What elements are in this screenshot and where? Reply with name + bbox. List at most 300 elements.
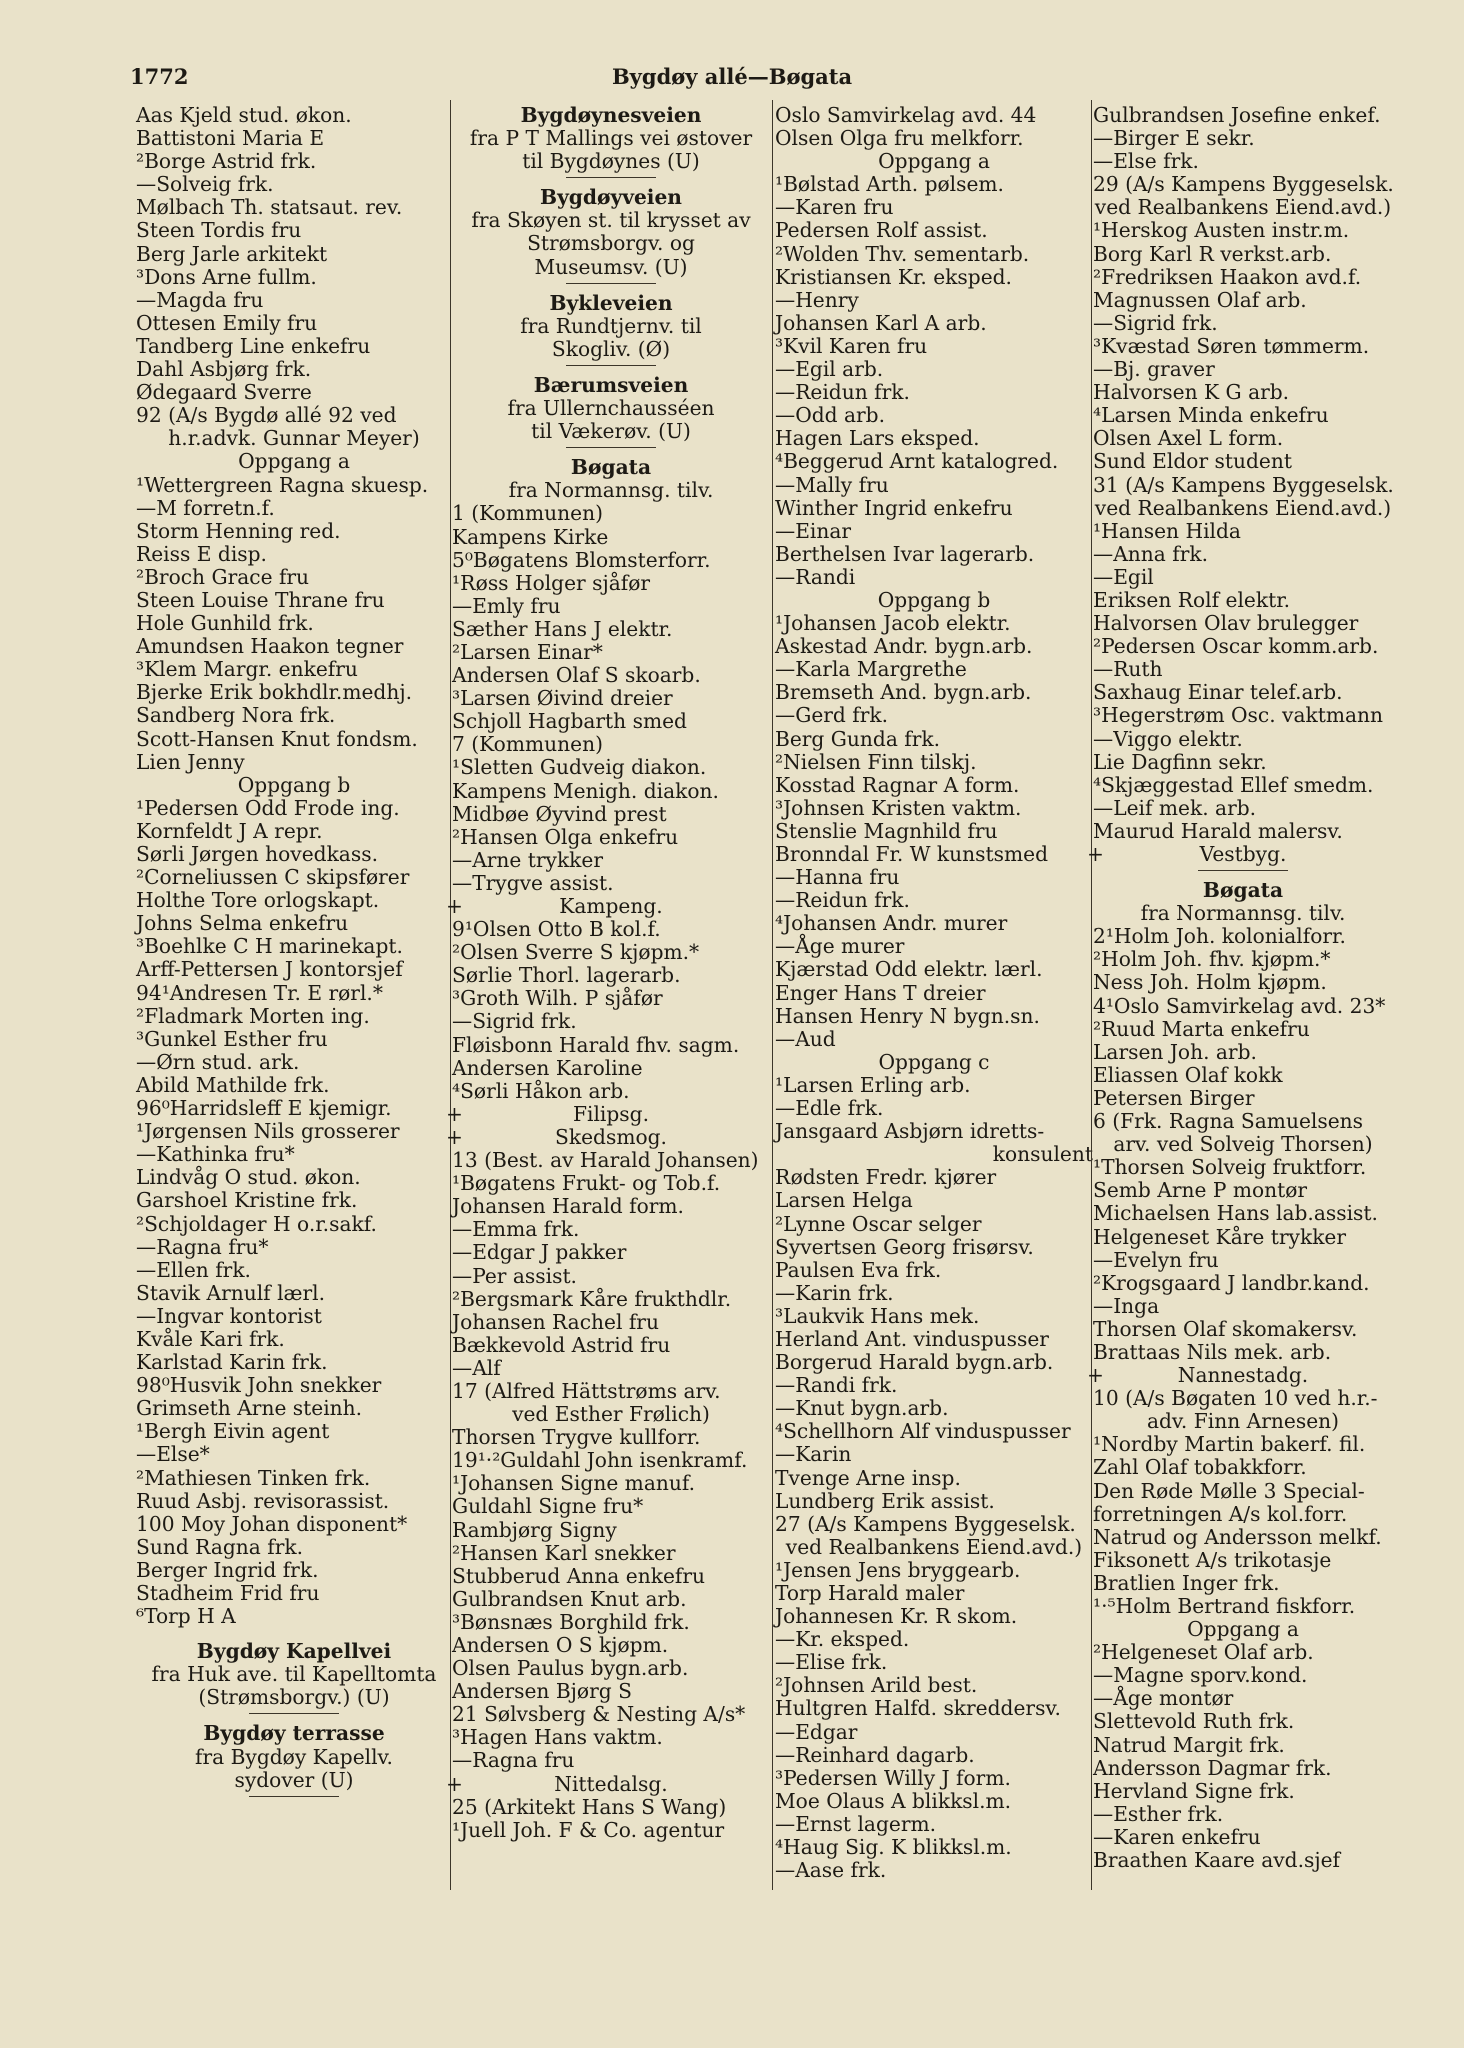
directory-entry <box>775 104 1093 127</box>
entry-text: fra Bygdøy Kapellv. <box>195 1744 393 1769</box>
street-heading <box>452 456 770 479</box>
directory-entry <box>775 497 1093 520</box>
directory-entry <box>1093 358 1393 381</box>
entry-text: 6 (Frk. Ragna Samuelsens <box>1093 1109 1364 1134</box>
entry-text: Ness Joh. Holm kjøpm. <box>1093 970 1327 995</box>
entry-text: h.r.advk. Gunnar Meyer) <box>168 426 420 451</box>
entry-text: Bygdøyveien <box>540 185 682 210</box>
entry-text: ¹Herskog Austen instr.m. <box>1093 218 1350 243</box>
entry-text: —Esther frk. <box>1093 1801 1224 1826</box>
centered-line <box>452 150 770 173</box>
entry-text: ³Bønsnæs Borghild frk. <box>452 1609 690 1634</box>
directory-entry <box>775 358 1093 381</box>
directory-entry <box>1093 381 1393 404</box>
cross-street: + Vestbyg. <box>1087 842 1287 866</box>
entry-text: til Bygdøynes (U) <box>522 149 700 174</box>
street-heading <box>452 292 770 315</box>
entry-text: ²Pedersen Oscar komm.arb. <box>1093 634 1379 659</box>
directory-entry <box>136 889 452 912</box>
entry-text: Garshoel Kristine frk. <box>136 1188 358 1213</box>
directory-entry <box>136 1028 452 1051</box>
entry-text: ³Pedersen Willy J form. <box>775 1765 1011 1790</box>
entry-text: 2¹Holm Joh. kolonialforr. <box>1093 924 1346 949</box>
column-divider <box>1091 100 1092 1890</box>
entry-text: 25 (Arkitekt Hans S Wang) <box>452 1794 727 1819</box>
directory-entry <box>136 589 452 612</box>
entry-text: Bærumsveien <box>533 372 689 397</box>
entry-text: ⁴Sørli Håkon arb. <box>452 1078 630 1103</box>
street-heading <box>452 186 770 209</box>
directory-entry <box>136 1305 452 1328</box>
directory-entry <box>1093 1780 1393 1803</box>
entry-text: ¹Nordby Martin bakerf. fil. <box>1093 1432 1366 1457</box>
directory-entry <box>775 335 1093 358</box>
entry-text: ²Nielsen Finn tilskj. <box>775 749 977 774</box>
entry-text: —Egil <box>1093 564 1154 589</box>
directory-entry <box>136 497 452 520</box>
directory-entry <box>136 843 452 866</box>
directory-entry <box>775 1374 1093 1397</box>
entry-text: Petersen Birger <box>1093 1085 1255 1110</box>
centered-line <box>775 1536 1093 1559</box>
house-number-entry <box>452 1380 770 1403</box>
column-4 <box>1087 103 1394 1873</box>
directory-entry <box>775 751 1093 774</box>
entry-text: Tandberg Line enkefru <box>136 333 371 358</box>
entry-text: ved Realbankens Eiend.avd.) <box>1094 495 1392 520</box>
directory-entry <box>136 1605 452 1628</box>
entry-text: —Karin frk. <box>775 1280 894 1305</box>
centered-line <box>1093 1410 1393 1433</box>
directory-entry <box>136 543 452 566</box>
directory-entry <box>136 289 452 312</box>
entry-text: —M forretn.f. <box>136 495 275 520</box>
directory-entry <box>452 872 770 895</box>
cross-street: + Filipsg. <box>446 1101 649 1126</box>
directory-entry <box>775 1859 1093 1882</box>
entry-text: —Bj. graver <box>1093 357 1215 382</box>
directory-entry <box>1093 150 1393 173</box>
entry-text: —Åge murer <box>775 934 905 959</box>
directory-entry <box>1093 658 1393 681</box>
directory-entry <box>452 1357 770 1380</box>
directory-entry <box>1093 681 1393 704</box>
entry-text: Winther Ingrid enkefru <box>775 495 1013 520</box>
directory-entry <box>1093 635 1393 658</box>
house-number-entry <box>452 1796 770 1819</box>
directory-entry <box>775 704 1093 727</box>
directory-entry <box>775 797 1093 820</box>
entry-text: Lundberg Erik assist. <box>775 1488 995 1513</box>
house-number-entry <box>452 918 770 941</box>
directory-entry <box>1093 1433 1393 1456</box>
house-number-entry <box>452 549 770 572</box>
entry-text: Battistoni Maria E <box>136 126 325 151</box>
entry-text: —Trygve assist. <box>452 870 614 895</box>
entry-text: Larsen Helga <box>775 1188 913 1213</box>
directory-entry <box>775 1443 1093 1466</box>
entry-text: 31 (A/s Kampens Byggeselsk. <box>1093 472 1394 497</box>
street-heading <box>452 374 770 397</box>
entry-text: —Evelyn fru <box>1093 1247 1219 1272</box>
entry-text: 21 Sølvsberg & Nesting A/s* <box>452 1702 746 1727</box>
directory-entry <box>136 912 452 935</box>
entry-text: —Karen fru <box>775 195 894 220</box>
entry-text: ³Groth Wilh. P sjåfør <box>452 986 663 1011</box>
directory-entry <box>136 820 452 843</box>
entry-text: Bygdøynesveien <box>520 103 702 127</box>
entry-text: Saxhaug Einar telef.arb. <box>1093 680 1343 705</box>
entry-text: Hagen Lars eksped. <box>775 426 980 451</box>
entry-text: ¹Sletten Gudveig diakon. <box>452 755 707 780</box>
directory-entry <box>1093 1664 1393 1687</box>
directory-entry <box>452 987 770 1010</box>
house-number-entry <box>1093 995 1393 1018</box>
directory-entry <box>452 1565 770 1588</box>
directory-entry <box>775 635 1093 658</box>
entry-text: ²Bergsmark Kåre frukthdlr. <box>452 1286 732 1311</box>
street-heading <box>1093 879 1393 902</box>
entry-text: Berger Ingrid frk. <box>136 1557 319 1582</box>
entry-text: 27 (A/s Kampens Byggeselsk. <box>775 1511 1076 1536</box>
directory-entry <box>136 1120 452 1143</box>
entry-text: Oppgang b <box>877 587 991 612</box>
directory-entry <box>1093 1710 1393 1733</box>
directory-entry <box>1093 520 1393 543</box>
entry-text: —Elise frk. <box>775 1650 888 1675</box>
directory-entry <box>1093 1249 1393 1272</box>
directory-entry <box>452 710 770 733</box>
entry-text: —Karen enkefru <box>1093 1824 1261 1849</box>
entry-text: Ottesen Emily fru <box>136 310 318 335</box>
directory-entry <box>1093 335 1393 358</box>
directory-entry <box>136 635 452 658</box>
entry-text: Michaelsen Hans lab.assist. <box>1093 1201 1378 1226</box>
entry-text: ³Laukvik Hans mek. <box>775 1303 980 1328</box>
entry-text: ¹Bølstad Arth. pølsem. <box>775 172 1004 197</box>
directory-entry <box>775 1259 1093 1282</box>
entry-text: ²Broch Grace fru <box>136 564 310 589</box>
entry-text: sydover (U) <box>234 1767 354 1792</box>
entry-text: —Åge montør <box>1093 1686 1234 1711</box>
entry-text: ³Kvæstad Søren tømmerm. <box>1093 333 1370 358</box>
directory-entry <box>1093 104 1393 127</box>
column-3 <box>775 104 1093 1882</box>
directory-entry <box>452 1495 770 1518</box>
centered-line <box>452 315 770 338</box>
directory-entry <box>136 358 452 381</box>
entry-text: 100 Moy Johan disponent* <box>136 1511 408 1536</box>
entry-text: Grimseth Arne steinh. <box>136 1396 363 1421</box>
directory-entry <box>452 1080 770 1103</box>
directory-entry <box>1093 1179 1393 1202</box>
house-number-entry <box>1093 173 1393 196</box>
entry-text: —Mally fru <box>775 472 889 497</box>
entry-text: ved Esther Frølich) <box>512 1402 710 1427</box>
column-divider <box>450 100 451 1890</box>
directory-entry <box>775 1420 1093 1443</box>
directory-entry <box>136 1259 452 1282</box>
entry-text: —Sigrid frk. <box>1093 310 1218 335</box>
centered-line <box>136 1769 452 1792</box>
entry-text: 19¹·²Guldahl John isenkramf. <box>452 1448 748 1473</box>
entry-text: 10 (A/s Bøgaten 10 ved h.r.- <box>1093 1386 1378 1411</box>
entry-text: Larsen Joh. arb. <box>1093 1039 1257 1064</box>
entry-text: ⁴Skjæggestad Ellef smedm. <box>1093 772 1374 797</box>
directory-entry <box>1093 312 1393 335</box>
entry-text: Amundsen Haakon tegner <box>136 634 404 659</box>
entry-text: ²Johnsen Arild best. <box>775 1673 978 1698</box>
entry-text: Torp Harald maler <box>775 1581 965 1605</box>
entry-text: —Magne sporv.kond. <box>1093 1663 1308 1688</box>
entry-text: Kampeng. <box>559 894 663 918</box>
directory-entry <box>452 1634 770 1657</box>
entry-text: Johns Selma enkefru <box>136 911 349 936</box>
directory-entry <box>136 1282 452 1305</box>
entry-text: —Kathinka fru* <box>136 1142 295 1167</box>
entry-text: —Inga <box>1093 1293 1160 1318</box>
centered-line <box>775 150 1093 173</box>
entry-text: ¹Thorsen Solveig fruktforr. <box>1093 1155 1367 1180</box>
entry-text: ³Kvil Karen fru <box>775 333 928 358</box>
directory-entry <box>452 1241 770 1264</box>
entry-text: (Strømsborgv.) (U) <box>198 1685 390 1710</box>
directory-entry <box>1093 1826 1393 1849</box>
directory-entry <box>452 618 770 641</box>
entry-text: Magnussen Olaf arb. <box>1093 287 1307 312</box>
entry-text: ²Schjoldager H o.r.sakf. <box>136 1211 377 1236</box>
directory-entry <box>1093 1572 1393 1595</box>
directory-entry <box>1093 1641 1393 1664</box>
continuation-line <box>775 1143 1093 1166</box>
directory-entry <box>1093 1734 1393 1757</box>
directory-entry <box>1093 1018 1393 1041</box>
entry-text: ²Lynne Oscar selger <box>775 1211 982 1236</box>
entry-text: Skogliv. (Ø) <box>551 336 671 361</box>
house-number-entry <box>136 982 452 1005</box>
entry-text: —Anna frk. <box>1093 541 1208 566</box>
entry-text: Steen Tordis fru <box>136 218 302 243</box>
entry-text: Hole Gunhild frk. <box>136 611 314 636</box>
directory-entry <box>452 1334 770 1357</box>
centered-line <box>452 420 770 443</box>
entry-text: —Knut bygn.arb. <box>775 1396 949 1421</box>
cross-street: + Nannestadg. <box>1087 1363 1309 1388</box>
directory-entry <box>775 728 1093 751</box>
directory-entry <box>136 1074 452 1097</box>
entry-text: Abild Mathilde frk. <box>136 1072 330 1097</box>
directory-entry <box>1093 1226 1393 1249</box>
entry-text: Arff-Pettersen J kontorsjef <box>136 957 403 982</box>
entry-text: Sørli Jørgen hovedkass. <box>136 842 378 866</box>
entry-text: ²Holm Joh. fhv. kjøpm.* <box>1093 947 1331 972</box>
directory-entry <box>775 1628 1093 1651</box>
entry-text: Stadheim Frid fru <box>136 1581 320 1605</box>
entry-text: ³Boehlke C H marinekapt. <box>136 934 403 959</box>
entry-text: ved Realbankens Eiend.avd.) <box>1094 195 1392 220</box>
directory-entry <box>775 935 1093 958</box>
entry-text: Museumsv. (U) <box>534 254 688 279</box>
entry-text: Ruud Asbj. revisorassist. <box>136 1488 390 1513</box>
directory-entry <box>1093 243 1393 266</box>
directory-entry <box>775 843 1093 866</box>
directory-entry <box>136 866 452 889</box>
directory-entry <box>1093 1480 1393 1503</box>
entry-text: ¹Wettergreen Ragna skuesp. <box>136 472 429 497</box>
entry-text: 98⁰Husvik John snekker <box>136 1373 382 1398</box>
directory-entry <box>136 1189 452 1212</box>
directory-entry <box>136 751 452 774</box>
centered-line <box>136 1686 452 1709</box>
entry-text: Hultgren Halfd. skreddersv. <box>775 1696 1061 1721</box>
directory-entry <box>136 704 452 727</box>
cross-street: + Skedsmog. <box>446 1124 667 1149</box>
entry-text: —Alf <box>452 1355 501 1380</box>
entry-text: Borgerud Harald bygn.arb. <box>775 1350 1054 1375</box>
entry-text: Schjoll Hagbarth smed <box>452 709 687 734</box>
section-separator <box>566 177 656 178</box>
entry-text: Enger Hans T dreier <box>775 980 986 1005</box>
entry-text: —Karla Margrethe <box>775 657 967 682</box>
entry-text: Kornfeldt J A repr. <box>136 818 323 843</box>
directory-entry <box>452 641 770 664</box>
directory-entry <box>136 935 452 958</box>
entry-text: Bygdøy Kapellvei <box>196 1639 392 1664</box>
entry-text: arv. ved Solveig Thorsen) <box>1113 1132 1373 1157</box>
entry-text: —Ragna fru* <box>136 1234 269 1259</box>
entry-text: ⁶Torp H A <box>136 1604 236 1629</box>
entry-text: —Henry <box>775 287 859 312</box>
directory-entry <box>775 1213 1093 1236</box>
directory-entry <box>452 756 770 779</box>
directory-entry <box>1093 1156 1393 1179</box>
entry-text: fra P T Mallings vei østover <box>469 126 753 151</box>
entry-text: —Solveig frk. <box>136 172 274 197</box>
directory-entry <box>775 1074 1093 1097</box>
entry-text: Strømsborgv. og <box>527 231 695 256</box>
directory-entry <box>775 889 1093 912</box>
directory-entry <box>136 312 452 335</box>
entry-text: —Ragna fru <box>452 1748 575 1773</box>
entry-text: 7 (Kommunen) <box>452 732 603 757</box>
directory-entry <box>1093 566 1393 589</box>
directory-entry <box>452 1057 770 1080</box>
entry-text: —Ørn stud. ark. <box>136 1049 300 1074</box>
section-separator <box>249 1796 339 1797</box>
directory-entry <box>775 1721 1093 1744</box>
entry-text: Herland Ant. vinduspusser <box>775 1326 1049 1351</box>
entry-text: forretningen A/s kol.forr. <box>1093 1501 1348 1526</box>
entry-text: 13 (Best. av Harald Johansen) <box>452 1148 759 1173</box>
centered-line <box>1093 1618 1393 1641</box>
directory-entry <box>775 427 1093 450</box>
directory-entry <box>775 1328 1093 1351</box>
entry-text: —Edgar J pakker <box>452 1240 627 1265</box>
entry-text: ²Corneliussen C skipsfører <box>136 865 410 890</box>
directory-entry <box>136 1443 452 1466</box>
entry-text: —Reidun frk. <box>775 380 910 405</box>
directory-entry <box>452 664 770 687</box>
directory-entry <box>775 1651 1093 1674</box>
entry-text: ²Fladmark Morten ing. <box>136 1003 370 1028</box>
directory-entry <box>136 243 452 266</box>
directory-entry <box>136 1559 452 1582</box>
centered-line <box>1093 902 1393 925</box>
directory-entry <box>452 1749 770 1772</box>
entry-text: 29 (A/s Kampens Byggeselsk. <box>1093 172 1394 197</box>
directory-entry <box>136 335 452 358</box>
entry-text: Oppgang a <box>878 149 990 174</box>
directory-entry <box>775 1305 1093 1328</box>
entry-text: —Viggo elektr. <box>1093 726 1243 751</box>
directory-entry <box>1093 127 1393 150</box>
directory-entry <box>136 381 452 404</box>
entry-text: Johannesen Kr. R skom. <box>775 1604 1018 1629</box>
entry-text: —Arne trykker <box>452 847 604 872</box>
entry-text: Nittedalsg. <box>554 1771 668 1796</box>
entry-text: adv. Finn Arnesen) <box>1146 1409 1340 1434</box>
directory-entry <box>136 1536 452 1559</box>
directory-entry <box>1093 1687 1393 1710</box>
entry-text: Sandberg Nora frk. <box>136 703 336 728</box>
entry-text: Den Røde Mølle 3 Special- <box>1093 1478 1365 1503</box>
entry-text: —Randi <box>775 564 856 589</box>
directory-entry <box>452 1611 770 1634</box>
directory-entry <box>136 1213 452 1236</box>
entry-text: ¹Juell Joh. F & Co. agentur <box>452 1817 725 1842</box>
entry-text: fra Ullernchausséen <box>507 396 715 421</box>
entry-text: ¹Johansen Signe manuf. <box>452 1471 696 1496</box>
directory-entry <box>452 1819 770 1842</box>
directory-entry <box>452 572 770 595</box>
entry-text: Jansgaard Asbjørn idretts- <box>775 1119 1045 1144</box>
directory-entry <box>775 1467 1093 1490</box>
directory-entry <box>136 566 452 589</box>
entry-text: ²Wolden Thv. sementarb. <box>775 241 1030 266</box>
directory-entry <box>452 595 770 618</box>
entry-text: —Aase frk. <box>775 1858 887 1883</box>
entry-text: —Emma frk. <box>452 1217 580 1242</box>
entry-text: Paulsen Eva frk. <box>775 1257 942 1282</box>
entry-text: Midbøe Øyvind prest <box>452 801 667 826</box>
directory-entry <box>1093 219 1393 242</box>
entry-text: Bygdøy terrasse <box>203 1721 385 1746</box>
directory-entry <box>452 1680 770 1703</box>
directory-entry <box>452 1657 770 1680</box>
directory-entry <box>136 1328 452 1351</box>
directory-entry <box>775 450 1093 473</box>
house-number-entry <box>452 1449 770 1472</box>
entry-text: Kosstad Ragnar A form. <box>775 772 1020 797</box>
centered-line <box>452 127 770 150</box>
centered-line <box>452 209 770 232</box>
directory-entry <box>775 958 1093 981</box>
entry-text: 9¹Olsen Otto B kol.f. <box>452 917 661 942</box>
entry-text: —Per assist. <box>452 1263 577 1288</box>
directory-entry <box>452 1034 770 1057</box>
entry-text: Andersen Karoline <box>452 1055 643 1080</box>
house-number-entry <box>452 733 770 756</box>
directory-entry <box>136 612 452 635</box>
entry-text: fra Skøyen st. til krysset av <box>471 208 751 233</box>
entry-text: —Egil arb. <box>775 357 884 382</box>
directory-entry <box>452 849 770 872</box>
directory-entry <box>136 1420 452 1443</box>
house-number-entry <box>452 1703 770 1726</box>
entry-text: Holthe Tore orlogskapt. <box>136 888 380 913</box>
entry-text: Semb Arne P montør <box>1093 1178 1308 1203</box>
directory-entry <box>775 127 1093 150</box>
